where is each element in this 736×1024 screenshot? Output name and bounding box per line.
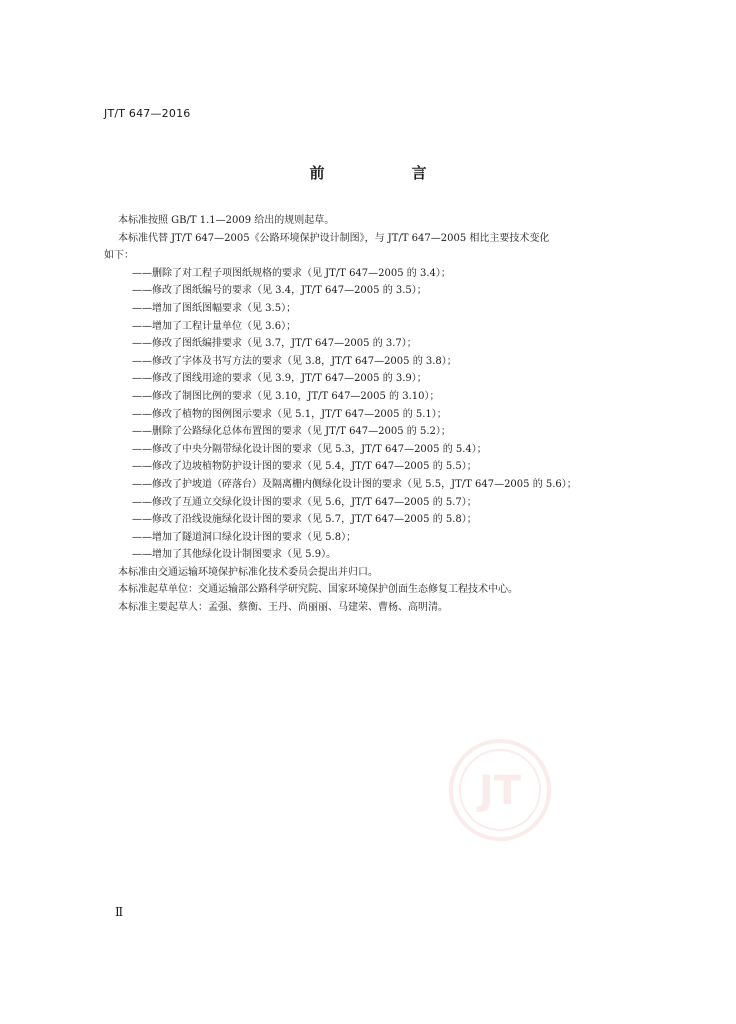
list-item: ——修改了字体及书写方法的要求（见 3.8，JT/T 647—2005 的 3.8）； bbox=[132, 355, 457, 367]
list-item: ——增加了其他绿化设计制图要求（见 5.9）。 bbox=[132, 549, 337, 561]
list-item: ——删除了公路绿化总体布置图的要求（见 JT/T 647—2005 的 5.2）； bbox=[132, 426, 451, 438]
list-item: ——修改了图纸编排要求（见 3.7，JT/T 647—2005 的 3.7）； bbox=[132, 338, 417, 350]
list-item: ——增加了隧道洞口绿化设计图的要求（见 5.8）； bbox=[132, 531, 357, 543]
list-item: ——修改了互通立交绿化设计图的要求（见 5.6，JT/T 647—2005 的 5.7）； bbox=[132, 496, 477, 508]
foreword-body bbox=[104, 212, 638, 617]
watermark-text: JT bbox=[478, 768, 522, 814]
list-item: ——修改了制图比例的要求（见 3.10，JT/T 647—2005 的 3.10）； bbox=[132, 390, 440, 402]
list-item: ——增加了工程计量单位（见 3.6）； bbox=[132, 320, 297, 332]
list-item: ——修改了边坡植物防护设计图的要求（见 5.4，JT/T 647—2005 的 5.5）； bbox=[132, 461, 477, 473]
standard-code: JT/T 647—2016 bbox=[104, 107, 191, 120]
paragraph-replaces-line2: 如下： bbox=[104, 250, 134, 262]
jt-watermark-logo bbox=[448, 738, 552, 842]
list-item: ——修改了沿线设施绿化设计图的要求（见 5.7，JT/T 647—2005 的 5.8）； bbox=[132, 514, 477, 526]
paragraph-replaces-line1: 本标准代替 JT/T 647—2005《公路环境保护设计制图》，与 JT/T 647—2005 相比主要技术变化 bbox=[118, 232, 550, 244]
paragraph-drafters: 本标准主要起草人：孟强、蔡衡、王丹、尚丽丽、马建荣、曹杨、高明清。 bbox=[118, 602, 448, 614]
list-item: ——修改了图线用途的要求（见 3.9，JT/T 647—2005 的 3.9）； bbox=[132, 373, 427, 385]
paragraph-drafting-units: 本标准起草单位：交通运输部公路科学研究院、国家环境保护创面生态修复工程技术中心。 bbox=[118, 584, 518, 596]
list-item: ——修改了护坡道（碎落台）及隔离栅内侧绿化设计图的要求（见 5.5，JT/T 647—2005 的 5.6）； bbox=[132, 478, 577, 490]
list-item: ——修改了中央分隔带绿化设计图的要求（见 5.3，JT/T 647—2005 的 5.4）； bbox=[132, 443, 487, 455]
paragraph-drafting-rules: 本标准按照 GB/T 1.1—2009 给出的规则起草。 bbox=[118, 215, 335, 226]
list-item: ——修改了图纸编号的要求（见 3.4，JT/T 647—2005 的 3.5）； bbox=[132, 285, 427, 297]
list-item: ——修改了植物的图例图示要求（见 5.1，JT/T 647—2005 的 5.1）； bbox=[132, 408, 447, 420]
page-number: Ⅱ bbox=[115, 905, 124, 919]
page-title: 前 言 bbox=[309, 164, 463, 182]
change-list bbox=[118, 265, 638, 564]
list-item: ——删除了对工程子项图纸规格的要求（见 JT/T 647—2005 的 3.4）； bbox=[132, 267, 451, 279]
paragraph-proposer: 本标准由交通运输环境保护标准化技术委员会提出并归口。 bbox=[118, 566, 378, 578]
list-item: ——增加了图纸图幅要求（见 3.5）； bbox=[132, 302, 297, 314]
